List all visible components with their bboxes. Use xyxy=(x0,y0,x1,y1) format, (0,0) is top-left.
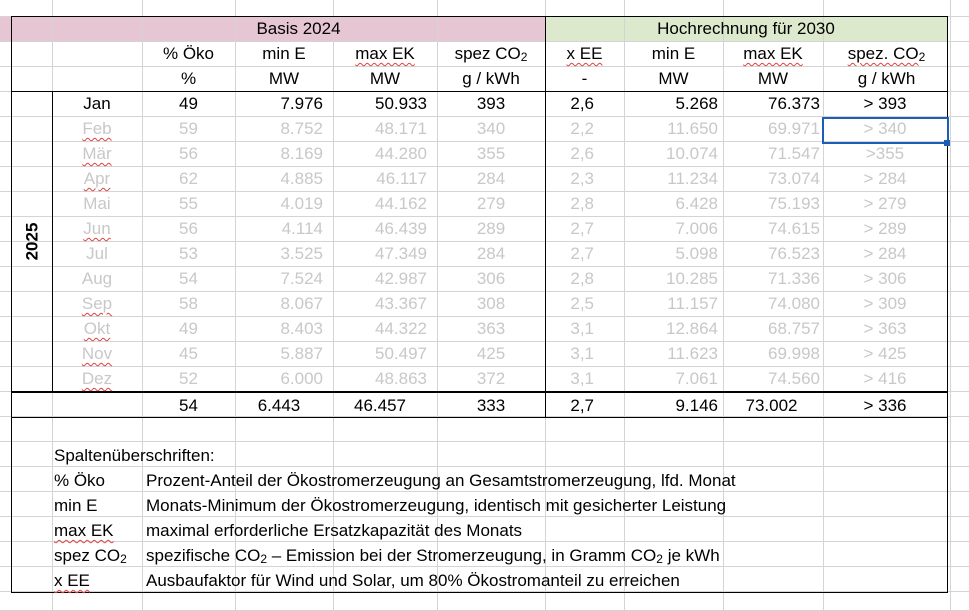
subscript-two: 2 xyxy=(656,552,663,566)
table-cell-oeko[interactable]: 45 xyxy=(179,344,198,363)
table-cell-month[interactable] xyxy=(52,366,142,391)
table-cell-minE30[interactable]: 5.098 xyxy=(675,244,718,263)
month-label: Aug xyxy=(81,269,113,288)
table-cell-xee[interactable]: 2,6 xyxy=(570,144,594,163)
legend-key xyxy=(54,568,144,593)
cell-selection[interactable] xyxy=(822,117,949,144)
subscript-two: 2 xyxy=(520,50,528,64)
column-unit: MW xyxy=(268,69,300,88)
month-label: Apr xyxy=(83,169,111,188)
table-cell-month[interactable] xyxy=(52,316,142,341)
table-cell-minE30[interactable]: 10.074 xyxy=(666,144,718,163)
table-cell-co2[interactable]: 279 xyxy=(476,194,506,213)
table-cell-xee[interactable]: 2,6 xyxy=(570,94,594,113)
table-cell-minE[interactable]: 8.067 xyxy=(280,294,323,313)
totals-cell-maxEK[interactable]: 46.457 xyxy=(354,396,406,415)
legend-text xyxy=(146,493,946,518)
table-cell-xee[interactable]: 2,3 xyxy=(570,169,594,188)
table-cell-xee[interactable]: 2,7 xyxy=(570,219,594,238)
month-label: Mai xyxy=(83,194,111,213)
table-cell-co2[interactable]: 289 xyxy=(476,219,506,238)
table-cell-oeko[interactable]: 56 xyxy=(179,144,198,163)
table-cell-oeko[interactable]: 52 xyxy=(179,369,198,388)
legend-text-label: maximal erforderliche Ersatzkapazität des Monats xyxy=(146,521,523,540)
table-cell-oeko[interactable]: 55 xyxy=(179,194,198,213)
table-cell-xee[interactable]: 2,2 xyxy=(570,119,594,138)
table-cell-minE[interactable]: 4.019 xyxy=(280,194,323,213)
month-label: Jul xyxy=(86,244,108,263)
column-header xyxy=(823,41,950,66)
table-cell-co2[interactable]: 306 xyxy=(476,269,506,288)
table-cell-oeko[interactable]: 62 xyxy=(179,169,198,188)
table-cell-co230[interactable]: > 279 xyxy=(863,194,907,213)
table-cell-co230[interactable]: > 309 xyxy=(863,294,907,313)
table-cell-minE30[interactable]: 5.268 xyxy=(675,94,718,113)
column-unit: g / kWh xyxy=(857,69,916,88)
column-header xyxy=(142,41,235,66)
table-cell-maxEK30[interactable]: 71.336 xyxy=(768,269,820,288)
table-cell-xee[interactable]: 2,5 xyxy=(570,294,594,313)
month-label: Nov xyxy=(81,344,113,363)
table-cell-oeko[interactable]: 54 xyxy=(179,269,198,288)
legend-text xyxy=(146,543,946,568)
legend-key xyxy=(54,493,144,518)
table-cell-co2[interactable]: 340 xyxy=(476,119,506,138)
table-cell-maxEK30[interactable]: 69.971 xyxy=(768,119,820,138)
table-cell-maxEK30[interactable]: 74.615 xyxy=(768,219,820,238)
table-cell-maxEK[interactable]: 48.171 xyxy=(375,119,427,138)
legend-key xyxy=(54,518,144,543)
month-label: Sep xyxy=(81,294,113,313)
legend-key xyxy=(54,543,144,568)
grid-row-line xyxy=(0,441,969,442)
column-header-label: min E xyxy=(262,44,306,63)
table-cell-minE[interactable]: 8.752 xyxy=(280,119,323,138)
table-cell-co2[interactable]: 308 xyxy=(476,294,506,313)
table-cell-co230[interactable]: > 284 xyxy=(863,244,907,263)
totals-cell-minE[interactable]: 6.443 xyxy=(257,396,301,415)
table-cell-minE30[interactable]: 7.006 xyxy=(675,219,718,238)
table-cell-maxEK[interactable]: 44.280 xyxy=(375,144,427,163)
table-cell-minE[interactable]: 6.000 xyxy=(280,369,323,388)
table-cell-maxEK[interactable]: 47.349 xyxy=(375,244,427,263)
table-cell-xee[interactable]: 2,8 xyxy=(570,194,594,213)
totals-cell-maxEK30[interactable]: 73.002 xyxy=(745,396,798,415)
table-cell-minE30[interactable]: 11.623 xyxy=(667,344,718,363)
column-unit: MW xyxy=(658,69,689,88)
legend-key-label: x EE xyxy=(54,571,90,590)
table-cell-minE30[interactable]: 10.285 xyxy=(666,269,718,288)
month-label: Dez xyxy=(81,369,113,388)
table-cell-minE[interactable]: 4.885 xyxy=(280,169,323,188)
table-cell-oeko[interactable]: 53 xyxy=(179,244,198,263)
column-unit: % xyxy=(180,69,197,88)
table-cell-maxEK30[interactable]: 68.757 xyxy=(768,319,820,338)
table-cell-maxEK[interactable]: 50.933 xyxy=(375,94,427,113)
legend-text-tail: – Emission bei der Stromerzeugung, in Gramm CO xyxy=(267,546,657,565)
table-cell-maxEK[interactable]: 44.322 xyxy=(375,319,427,338)
table-cell-minE[interactable]: 7.524 xyxy=(280,269,323,288)
table-cell-month[interactable] xyxy=(52,216,142,241)
legend-key-label: spez CO xyxy=(54,546,121,565)
hochrechnung-title: Hochrechnung für 2030 xyxy=(657,19,835,38)
table-cell-maxEK[interactable]: 42.987 xyxy=(375,269,427,288)
table-cell-minE30[interactable]: 11.650 xyxy=(667,119,718,138)
table-cell-xee[interactable]: 2,8 xyxy=(570,269,594,288)
table-cell-co2[interactable]: 393 xyxy=(476,94,506,113)
table-border xyxy=(11,16,12,593)
table-cell-maxEK30[interactable]: 74.560 xyxy=(768,369,820,388)
table-cell-minE30[interactable]: 7.061 xyxy=(675,369,718,388)
table-cell-minE30[interactable]: 11.157 xyxy=(667,294,718,313)
table-cell-minE[interactable]: 5.887 xyxy=(280,344,323,363)
table-cell-minE30[interactable]: 11.234 xyxy=(667,169,718,188)
table-cell-maxEK[interactable]: 43.367 xyxy=(375,294,427,313)
column-header-label: % Öko xyxy=(162,44,215,63)
table-cell-co230[interactable]: > 393 xyxy=(863,94,907,113)
column-header-label: min E xyxy=(651,44,696,63)
table-cell-minE[interactable]: 3.525 xyxy=(280,244,323,263)
subscript-two: 2 xyxy=(918,50,926,64)
table-cell-maxEK[interactable]: 44.162 xyxy=(375,194,427,213)
legend-title: Spaltenüberschriften: xyxy=(54,446,215,465)
table-cell-maxEK[interactable]: 48.863 xyxy=(375,369,427,388)
table-cell-month[interactable] xyxy=(52,291,142,316)
legend-text-label: Ausbaufaktor für Wind und Solar, um 80% Ökostromanteil zu erreichen xyxy=(146,571,680,590)
month-label: Okt xyxy=(83,319,111,338)
legend-key-label: max EK xyxy=(54,521,114,540)
table-cell-minE[interactable]: 4.114 xyxy=(281,219,323,238)
table-cell-co230[interactable]: > 306 xyxy=(863,269,907,288)
legend-text-label: Monats-Minimum der Ökostromerzeugung, identisch mit gesicherter Leistung xyxy=(146,496,727,515)
legend-text xyxy=(146,468,946,493)
table-cell-oeko[interactable]: 58 xyxy=(179,294,198,313)
table-cell-maxEK[interactable]: 46.439 xyxy=(375,219,427,238)
month-label: Jan xyxy=(83,94,111,113)
table-cell-oeko[interactable]: 49 xyxy=(179,319,198,338)
column-header xyxy=(624,41,723,66)
column-header-label: spez. CO xyxy=(847,44,919,63)
table-cell-oeko[interactable]: 56 xyxy=(179,219,198,238)
table-cell-co2[interactable]: 425 xyxy=(476,344,506,363)
legend-key-label: % Öko xyxy=(54,471,106,490)
table-cell-minE[interactable]: 7.976 xyxy=(280,94,323,113)
table-cell-month[interactable] xyxy=(52,341,142,366)
table-cell-minE30[interactable]: 6.428 xyxy=(675,194,718,213)
table-cell-month[interactable] xyxy=(52,241,142,266)
table-cell-month[interactable] xyxy=(52,116,142,141)
table-cell-month[interactable] xyxy=(52,191,142,216)
subscript-two: 2 xyxy=(120,552,127,566)
table-border xyxy=(947,16,948,593)
column-unit: MW xyxy=(757,69,789,88)
table-cell-maxEK[interactable]: 50.497 xyxy=(375,344,427,363)
month-label: Feb xyxy=(82,119,112,138)
table-cell-oeko[interactable]: 49 xyxy=(179,94,198,113)
table-cell-xee[interactable]: 3,1 xyxy=(570,344,594,363)
table-cell-maxEK30[interactable]: 69.998 xyxy=(768,344,820,363)
column-header-label: x EE xyxy=(566,44,603,63)
table-cell-co2[interactable]: 284 xyxy=(476,169,506,188)
table-cell-maxEK30[interactable]: 71.547 xyxy=(768,144,820,163)
table-cell-minE30[interactable]: 12.864 xyxy=(666,319,718,338)
subscript-two: 2 xyxy=(260,552,268,566)
table-cell-co230[interactable]: > 363 xyxy=(863,319,907,338)
totals-cell-oeko[interactable]: 54 xyxy=(179,396,198,415)
column-header xyxy=(723,41,823,66)
column-unit: g / kWh xyxy=(462,69,520,88)
table-cell-minE[interactable]: 8.403 xyxy=(280,319,323,338)
basis-title: Basis 2024 xyxy=(256,19,341,38)
table-cell-month[interactable] xyxy=(52,166,142,191)
legend-text-label: spezifische CO xyxy=(146,546,261,565)
table-cell-co230[interactable]: > 425 xyxy=(863,344,907,363)
totals-cell-minE30[interactable]: 9.146 xyxy=(675,396,718,415)
table-cell-month[interactable] xyxy=(52,141,142,166)
legend-key xyxy=(54,468,144,493)
totals-cell-xee[interactable]: 2,7 xyxy=(570,396,594,415)
legend-text xyxy=(146,518,946,543)
table-cell-month[interactable] xyxy=(52,91,142,116)
table-cell-maxEK30[interactable]: 76.373 xyxy=(768,94,820,113)
table-cell-co2[interactable]: 372 xyxy=(476,369,506,388)
table-cell-co2[interactable]: 284 xyxy=(476,244,506,263)
table-cell-xee[interactable]: 2,7 xyxy=(570,244,594,263)
table-cell-co230[interactable]: >355 xyxy=(865,144,905,163)
table-cell-oeko[interactable]: 59 xyxy=(179,119,198,138)
table-cell-co230[interactable]: > 289 xyxy=(863,219,907,238)
column-unit: MW xyxy=(369,69,401,88)
table-cell-co230[interactable]: > 340 xyxy=(863,119,907,138)
year-label: 2025 xyxy=(22,222,42,261)
table-cell-xee[interactable]: 3,1 xyxy=(570,319,594,338)
table-cell-co230[interactable]: > 284 xyxy=(863,169,907,188)
column-header xyxy=(437,41,545,66)
table-cell-maxEK[interactable]: 46.117 xyxy=(376,169,427,188)
table-cell-minE[interactable]: 8.169 xyxy=(280,144,323,163)
table-cell-maxEK30[interactable]: 73.074 xyxy=(768,169,820,188)
column-header xyxy=(333,41,437,66)
totals-cell-co2[interactable]: 333 xyxy=(476,396,506,415)
table-cell-co2[interactable]: 363 xyxy=(476,319,506,338)
table-cell-maxEK30[interactable]: 76.523 xyxy=(768,244,820,263)
legend-text-tail2: je kWh xyxy=(662,546,720,565)
month-label: Jun xyxy=(83,219,111,238)
column-header-label: spez CO xyxy=(454,44,521,63)
column-header xyxy=(235,41,333,66)
column-header-label: max EK xyxy=(743,44,803,63)
column-unit: - xyxy=(581,69,588,88)
legend-text xyxy=(146,568,946,593)
table-cell-maxEK30[interactable]: 74.080 xyxy=(768,294,820,313)
table-cell-xee[interactable]: 3,1 xyxy=(570,369,594,388)
totals-cell-co230[interactable]: > 336 xyxy=(863,396,907,415)
column-header-label: max EK xyxy=(355,44,415,63)
legend-text-label: Prozent-Anteil der Ökostromerzeugung an Gesamtstromerzeugung, lfd. Monat xyxy=(146,471,736,490)
legend-key-label: min E xyxy=(54,496,98,515)
table-cell-co230[interactable]: > 416 xyxy=(863,369,907,388)
selection-fill-handle[interactable] xyxy=(944,140,950,146)
column-header xyxy=(545,41,624,66)
table-cell-maxEK30[interactable]: 75.193 xyxy=(768,194,820,213)
month-label: Mär xyxy=(82,144,112,163)
table-cell-month[interactable] xyxy=(52,266,142,291)
table-cell-co2[interactable]: 355 xyxy=(476,144,506,163)
